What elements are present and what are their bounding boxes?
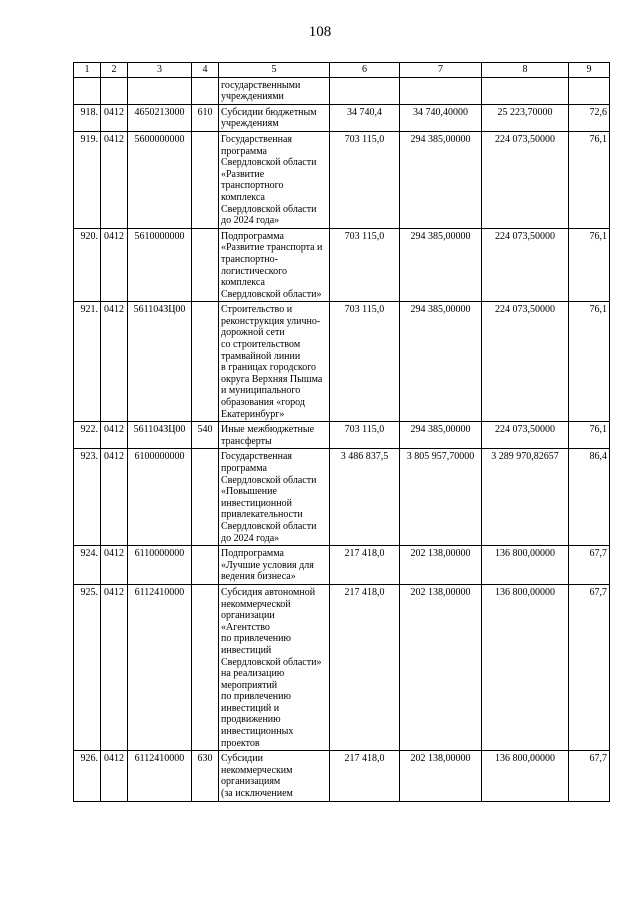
amount-col-6: 703 115,0 xyxy=(330,131,400,228)
expense-type-code: 630 xyxy=(192,751,219,801)
amount-col-7: 294 385,00000 xyxy=(400,131,482,228)
target-article-code: 6112410000 xyxy=(128,584,192,750)
amount-col-7: 294 385,00000 xyxy=(400,302,482,422)
section-code: 0412 xyxy=(101,546,128,585)
row-number: 922. xyxy=(74,422,101,449)
column-header: 8 xyxy=(482,63,569,78)
page-number: 108 xyxy=(308,24,332,40)
amount-col-6: 217 418,0 xyxy=(330,546,400,585)
row-number: 919. xyxy=(74,131,101,228)
section-code: 0412 xyxy=(101,228,128,302)
table-row xyxy=(74,131,610,228)
target-article-code: 5600000000 xyxy=(128,131,192,228)
expense-type-code xyxy=(192,449,219,546)
column-header: 5 xyxy=(219,63,330,78)
row-number: 921. xyxy=(74,302,101,422)
table-header-row xyxy=(74,63,610,78)
percent-executed xyxy=(569,77,610,104)
column-header: 1 xyxy=(74,63,101,78)
amount-col-6: 217 418,0 xyxy=(330,751,400,801)
item-name: Подпрограмма «Лучшие условия для ведения бизнеса» xyxy=(219,546,330,585)
section-code: 0412 xyxy=(101,104,128,131)
percent-executed: 76,1 xyxy=(569,228,610,302)
row-number: 925. xyxy=(74,584,101,750)
column-header: 9 xyxy=(569,63,610,78)
amount-col-6: 217 418,0 xyxy=(330,584,400,750)
amount-col-8 xyxy=(482,77,569,104)
target-article-code: 6112410000 xyxy=(128,751,192,801)
table-row xyxy=(74,449,610,546)
item-name: Подпрограмма «Развитие транспорта и транспортно- логистического комплекса Свердловской области» xyxy=(219,228,330,302)
table-row xyxy=(74,751,610,801)
amount-col-6: 703 115,0 xyxy=(330,422,400,449)
item-name: Иные межбюджетные трансферты xyxy=(219,422,330,449)
expense-type-code xyxy=(192,546,219,585)
percent-executed: 76,1 xyxy=(569,422,610,449)
section-code: 0412 xyxy=(101,584,128,750)
item-name: государственными учреждениями xyxy=(219,77,330,104)
row-number: 918. xyxy=(74,104,101,131)
item-name: Субсидии некоммерческим организациям (за исключением xyxy=(219,751,330,801)
amount-col-7: 202 138,00000 xyxy=(400,751,482,801)
percent-executed: 67,7 xyxy=(569,751,610,801)
amount-col-7: 294 385,00000 xyxy=(400,422,482,449)
amount-col-7: 202 138,00000 xyxy=(400,584,482,750)
amount-col-6: 703 115,0 xyxy=(330,302,400,422)
column-header: 4 xyxy=(192,63,219,78)
amount-col-6: 703 115,0 xyxy=(330,228,400,302)
item-name: Государственная программа Свердловской области «Развитие транспортного комплекса Свердловской области до 2024 года» xyxy=(219,131,330,228)
row-number: 923. xyxy=(74,449,101,546)
percent-executed: 76,1 xyxy=(569,302,610,422)
percent-executed: 67,7 xyxy=(569,546,610,585)
target-article-code: 6100000000 xyxy=(128,449,192,546)
expense-type-code: 540 xyxy=(192,422,219,449)
percent-executed: 72,6 xyxy=(569,104,610,131)
item-name: Субсидия автономной некоммерческой организации «Агентство по привлечению инвестиций Свердловской области» на реализацию мероприятий по привлечению инвестиций и продвижению инвестиционных проектов xyxy=(219,584,330,750)
section-code: 0412 xyxy=(101,131,128,228)
percent-executed: 67,7 xyxy=(569,584,610,750)
amount-col-8: 136 800,00000 xyxy=(482,751,569,801)
table-row xyxy=(74,228,610,302)
target-article-code: 6110000000 xyxy=(128,546,192,585)
target-article-code: 5610000000 xyxy=(128,228,192,302)
table-row xyxy=(74,302,610,422)
amount-col-6: 3 486 837,5 xyxy=(330,449,400,546)
expense-type-code xyxy=(192,302,219,422)
row-number: 920. xyxy=(74,228,101,302)
amount-col-8: 224 073,50000 xyxy=(482,422,569,449)
amount-col-8: 136 800,00000 xyxy=(482,584,569,750)
amount-col-8: 224 073,50000 xyxy=(482,131,569,228)
amount-col-7: 34 740,40000 xyxy=(400,104,482,131)
expense-type-code xyxy=(192,131,219,228)
row-number: 924. xyxy=(74,546,101,585)
percent-executed: 76,1 xyxy=(569,131,610,228)
section-code xyxy=(101,77,128,104)
percent-executed: 86,4 xyxy=(569,449,610,546)
table-row xyxy=(74,77,610,104)
target-article-code: 4650213000 xyxy=(128,104,192,131)
amount-col-6 xyxy=(330,77,400,104)
table-row xyxy=(74,422,610,449)
amount-col-7: 202 138,00000 xyxy=(400,546,482,585)
target-article-code xyxy=(128,77,192,104)
amount-col-7: 294 385,00000 xyxy=(400,228,482,302)
amount-col-8: 224 073,50000 xyxy=(482,228,569,302)
budget-table xyxy=(73,62,610,802)
table-row xyxy=(74,104,610,131)
column-header: 6 xyxy=(330,63,400,78)
amount-col-7 xyxy=(400,77,482,104)
section-code: 0412 xyxy=(101,449,128,546)
table-row xyxy=(74,584,610,750)
expense-type-code xyxy=(192,77,219,104)
row-number: 926. xyxy=(74,751,101,801)
amount-col-8: 25 223,70000 xyxy=(482,104,569,131)
target-article-code: 561104ЗЦ00 xyxy=(128,422,192,449)
amount-col-8: 3 289 970,82657 xyxy=(482,449,569,546)
section-code: 0412 xyxy=(101,422,128,449)
table-row xyxy=(74,546,610,585)
amount-col-7: 3 805 957,70000 xyxy=(400,449,482,546)
column-header: 2 xyxy=(101,63,128,78)
expense-type-code xyxy=(192,584,219,750)
expense-type-code: 610 xyxy=(192,104,219,131)
column-header: 3 xyxy=(128,63,192,78)
amount-col-8: 224 073,50000 xyxy=(482,302,569,422)
amount-col-8: 136 800,00000 xyxy=(482,546,569,585)
expense-type-code xyxy=(192,228,219,302)
item-name: Субсидии бюджетным учреждениям xyxy=(219,104,330,131)
item-name: Государственная программа Свердловской области «Повышение инвестиционной привлекательности Свердловской области до 2024 года» xyxy=(219,449,330,546)
target-article-code: 561104ЗЦ00 xyxy=(128,302,192,422)
section-code: 0412 xyxy=(101,751,128,801)
section-code: 0412 xyxy=(101,302,128,422)
amount-col-6: 34 740,4 xyxy=(330,104,400,131)
item-name: Строительство и реконструкция улично- дорожной сети со строительством трамвайной линии в границах городского округа Верхняя Пышма и муниципального образования «город Екатеринбург» xyxy=(219,302,330,422)
column-header: 7 xyxy=(400,63,482,78)
row-number xyxy=(74,77,101,104)
